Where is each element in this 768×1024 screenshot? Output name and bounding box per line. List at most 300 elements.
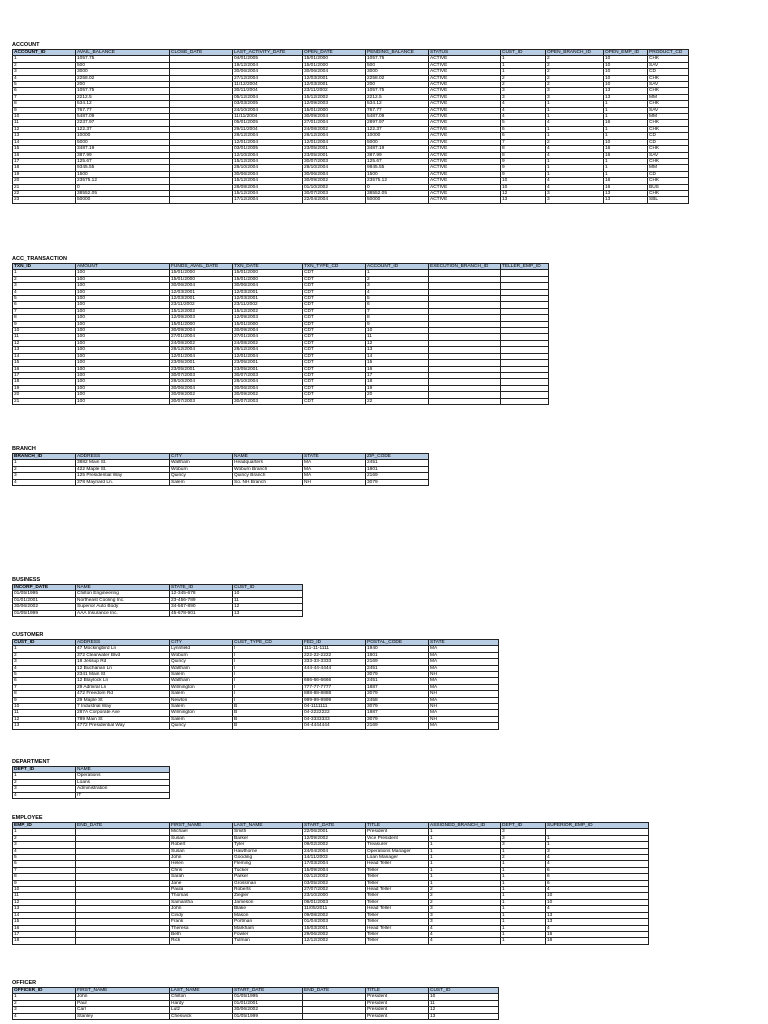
table-cell: 1	[501, 874, 546, 880]
column-header: CITY	[170, 454, 233, 460]
table-cell: 2	[429, 893, 501, 899]
table-cell: MA	[303, 460, 366, 466]
column-header: END_DATE	[76, 823, 170, 829]
table-cell: 47 Mockingbird Ln	[76, 646, 170, 652]
table-cell: 9	[501, 171, 546, 177]
column-header: STATUS	[429, 50, 501, 56]
table-cell: 30/07/2003	[233, 372, 303, 378]
table-cell: 15/01/2000	[233, 270, 303, 276]
table-cell: 100	[76, 372, 170, 378]
customer-table	[12, 639, 499, 730]
table-cell: 30/07/2003	[303, 158, 366, 164]
table-cell: CDT	[303, 296, 366, 302]
table-cell: 4	[546, 120, 604, 126]
table-cell: CHK	[648, 101, 689, 107]
table-cell: 45-678-901	[170, 610, 233, 616]
table-cell: 9	[13, 697, 76, 703]
table-cell: AAA Insurance Inc.	[76, 610, 170, 616]
table-cell: 30/07/2003	[170, 372, 233, 378]
table-cell: 11/11/2004	[233, 114, 303, 120]
table-cell: 01/04/2003	[303, 919, 366, 925]
table-cell: Hardy	[170, 1000, 233, 1006]
table-cell: 2451	[366, 665, 429, 671]
table-cell: 04-2222222	[303, 710, 366, 716]
table-cell: 3079	[366, 716, 429, 722]
table-cell: 12	[13, 716, 76, 722]
table-cell: 767.77	[76, 107, 170, 113]
table-cell: Teller	[366, 874, 429, 880]
table-cell: ACTIVE	[429, 94, 501, 100]
table-cell: 9	[366, 321, 429, 327]
table-cell: Newton	[170, 697, 233, 703]
table-cell: 6	[13, 88, 76, 94]
acc-transaction-section	[12, 256, 548, 405]
table-cell: 12/03/2001	[170, 296, 233, 302]
column-header: CUST_ID	[13, 640, 76, 646]
table-cell: 5	[13, 672, 76, 678]
table-cell: Loans	[76, 779, 170, 785]
table-row	[13, 610, 303, 616]
table-cell: 3	[429, 912, 501, 918]
table-cell: 18	[13, 165, 76, 171]
table-cell: 23/05/2001	[233, 360, 303, 366]
business-table	[12, 584, 303, 617]
table-cell: 14	[13, 139, 76, 145]
table-cell: Lynnfield	[170, 646, 233, 652]
table-row	[13, 792, 170, 798]
table-cell: 05/12/2004	[233, 94, 303, 100]
table-cell: 12/09/2003	[233, 315, 303, 321]
table-cell: Quincy	[170, 723, 233, 729]
table-cell: 16	[604, 178, 648, 184]
table-cell: 28/12/2004	[303, 133, 366, 139]
table-cell: 04-1111111	[303, 704, 366, 710]
table-cell: I	[233, 697, 303, 703]
table-cell: 5	[13, 296, 76, 302]
table-cell: 4	[13, 289, 76, 295]
table-cell: 1	[501, 893, 546, 899]
column-header: STATE_ID	[170, 585, 233, 591]
table-cell: Paul	[76, 1000, 170, 1006]
table-cell: Woburn	[170, 466, 233, 472]
table-cell: 472 Freedom Rd	[76, 691, 170, 697]
table-cell: BUS	[648, 184, 689, 190]
column-header: DEPT_ID	[13, 767, 76, 773]
table-cell: 3487.19	[76, 146, 170, 152]
table-cell: 04-4444444	[303, 723, 366, 729]
table-cell: John	[170, 855, 233, 861]
table-cell: 8	[13, 315, 76, 321]
table-cell: ACTIVE	[429, 120, 501, 126]
table-cell: MA	[429, 697, 499, 703]
column-header: OPEN_EMP_ID	[604, 50, 648, 56]
business-title: BUSINESS	[12, 577, 41, 583]
table-cell: 30/06/2004	[303, 171, 366, 177]
table-cell: 22	[366, 398, 429, 404]
table-cell: 12/10/2004	[233, 152, 303, 158]
table-cell: CDT	[303, 366, 366, 372]
column-header: TXN_TYPE_CD	[303, 264, 366, 270]
table-cell: 2	[546, 82, 604, 88]
table-cell: 122.37	[366, 126, 429, 132]
table-cell: 11	[366, 334, 429, 340]
table-cell: 8	[366, 315, 429, 321]
table-cell: ACTIVE	[429, 158, 501, 164]
table-cell: 4	[546, 178, 604, 184]
table-cell: Gooding	[233, 855, 303, 861]
table-cell: 15/12/2004	[233, 158, 303, 164]
table-cell: 1	[501, 906, 546, 912]
table-cell: CDT	[303, 340, 366, 346]
table-cell: Susan	[170, 848, 233, 854]
table-cell: 11	[13, 334, 76, 340]
table-cell: 28/10/2004	[233, 165, 303, 171]
table-cell: 38552.05	[76, 190, 170, 196]
table-cell: 9	[13, 107, 76, 113]
table-cell: 4	[366, 289, 429, 295]
table-cell: 3	[13, 842, 76, 848]
table-row	[13, 197, 689, 203]
table-cell: I	[233, 678, 303, 684]
table-cell: 378 Maynard Ln.	[76, 479, 170, 485]
table-cell	[429, 398, 501, 404]
table-cell: MM	[648, 165, 689, 171]
table-cell: 1	[546, 842, 649, 848]
table-cell: 5	[501, 120, 546, 126]
table-cell: 3	[13, 69, 76, 75]
table-cell: ACTIVE	[429, 88, 501, 94]
table-cell: 01/05/1999	[13, 610, 76, 616]
table-cell: SAV	[648, 82, 689, 88]
table-cell: 13	[429, 1013, 499, 1019]
table-cell: 28/10/2004	[233, 379, 303, 385]
table-cell: 10	[604, 62, 648, 68]
table-cell: 7	[366, 308, 429, 314]
table-cell: 17/12/2004	[233, 197, 303, 203]
table-cell: 10	[604, 139, 648, 145]
table-cell: 1	[501, 912, 546, 918]
table-cell: SAV	[648, 107, 689, 113]
table-cell: 13	[604, 190, 648, 196]
table-cell: 23/11/2002	[170, 302, 233, 308]
table-cell: 100	[76, 347, 170, 353]
table-cell: 1	[546, 101, 604, 107]
table-row	[13, 938, 649, 944]
table-cell: 15/12/2004	[233, 178, 303, 184]
table-cell: Portman	[233, 919, 303, 925]
table-cell: 10000	[76, 133, 170, 139]
employee-section	[12, 815, 648, 945]
table-cell: 30/06/2004	[233, 171, 303, 177]
table-cell: NH	[429, 691, 499, 697]
table-cell: 1057.75	[76, 88, 170, 94]
table-cell: 12/09/2002	[303, 835, 366, 841]
table-cell: Teller	[366, 938, 429, 944]
table-cell: 23575.12	[76, 178, 170, 184]
table-cell: 15/09/2004	[303, 867, 366, 873]
table-cell: 2237.97	[76, 120, 170, 126]
table-cell: 1	[501, 938, 546, 944]
table-cell: 6	[13, 302, 76, 308]
table-cell: 23/05/2001	[170, 366, 233, 372]
table-cell: CDT	[303, 276, 366, 282]
table-cell: MA	[303, 466, 366, 472]
table-cell: 14/11/2003	[303, 855, 366, 861]
table-cell: Susan	[170, 835, 233, 841]
table-cell: Salem	[170, 672, 233, 678]
table-cell: 13	[546, 919, 649, 925]
table-cell: CDT	[303, 385, 366, 391]
table-cell: 15/01/2000	[170, 321, 233, 327]
table-cell: ACTIVE	[429, 56, 501, 62]
table-cell: 16	[13, 925, 76, 931]
table-cell: 4	[429, 938, 501, 944]
table-cell: Carl	[76, 1007, 170, 1013]
table-cell: 1	[429, 842, 501, 848]
table-cell: NH	[429, 672, 499, 678]
table-cell: 12	[501, 190, 546, 196]
table-cell: 30/06/2002	[13, 604, 76, 610]
table-cell: 23575.12	[366, 178, 429, 184]
table-cell: 767.77	[366, 107, 429, 113]
table-cell: Quincy Branch	[233, 473, 303, 479]
table-cell: 30/09/2002	[233, 392, 303, 398]
table-cell: 23/10/2000	[303, 893, 366, 899]
table-cell: CHK	[648, 88, 689, 94]
department-title: DEPARTMENT	[12, 759, 50, 765]
table-cell: ACTIVE	[429, 69, 501, 75]
table-cell: 1057.75	[366, 56, 429, 62]
table-cell: 9	[501, 165, 546, 171]
table-cell: 4	[546, 906, 649, 912]
table-cell: Michael	[170, 829, 233, 835]
table-cell: 11	[13, 893, 76, 899]
table-cell: 30/09/2004	[170, 328, 233, 334]
table-cell: 01/05/1995	[233, 994, 303, 1000]
table-cell: 1	[429, 867, 501, 873]
table-cell: Beth	[170, 931, 233, 937]
table-cell: ACTIVE	[429, 178, 501, 184]
table-cell: Sarah	[170, 874, 233, 880]
table-cell: 6	[13, 861, 76, 867]
table-cell: CHK	[648, 178, 689, 184]
table-cell: CDT	[303, 328, 366, 334]
table-cell: 3	[429, 906, 501, 912]
table-cell: 28/08/2004	[233, 184, 303, 190]
table-cell: 1	[429, 880, 501, 886]
table-cell: 2897.97	[366, 120, 429, 126]
customer-section	[12, 632, 498, 730]
table-cell: Chilton Engineering	[76, 591, 170, 597]
table-cell: Quincy	[170, 473, 233, 479]
table-cell: 387.99	[366, 152, 429, 158]
table-cell: 10	[604, 69, 648, 75]
table-cell: I	[233, 646, 303, 652]
table-cell: 23/11/2002	[303, 88, 366, 94]
table-cell: 2	[429, 887, 501, 893]
table-row	[13, 723, 499, 729]
table-cell: CHK	[648, 158, 689, 164]
officer-title: OFFICER	[12, 980, 37, 986]
column-header: OPEN_DATE	[303, 50, 366, 56]
table-cell: 4	[501, 101, 546, 107]
table-cell: 11	[233, 597, 303, 603]
table-cell: Teller	[366, 893, 429, 899]
table-cell: 27/01/2004	[233, 334, 303, 340]
table-cell: 19	[13, 171, 76, 177]
table-cell: 1	[546, 133, 604, 139]
table-cell: 3	[429, 919, 501, 925]
table-cell: 2	[13, 652, 76, 658]
table-cell: ACTIVE	[429, 165, 501, 171]
table-cell: 17	[366, 372, 429, 378]
table-cell: 9345.55	[76, 165, 170, 171]
column-header: STATE	[429, 640, 499, 646]
table-cell: 16	[604, 184, 648, 190]
column-header: LAST_NAME	[170, 988, 233, 994]
column-header: TXN_DATE	[233, 264, 303, 270]
table-cell: 12/01/2004	[233, 139, 303, 145]
table-cell: 1	[501, 867, 546, 873]
table-cell: 2258.02	[366, 75, 429, 81]
table-cell: 4	[429, 925, 501, 931]
table-cell: 0	[76, 184, 170, 190]
table-cell: 1	[429, 861, 501, 867]
table-cell: Mason	[233, 912, 303, 918]
table-cell: 16	[13, 152, 76, 158]
table-cell: Barker	[233, 835, 303, 841]
column-header: OPEN_BRANCH_ID	[546, 50, 604, 56]
table-cell: 15/12/2002	[303, 94, 366, 100]
table-cell: CHK	[648, 190, 689, 196]
table-cell: 10	[13, 887, 76, 893]
table-cell: 1	[546, 171, 604, 177]
table-cell: Headquarters	[233, 460, 303, 466]
table-cell: 19	[13, 385, 76, 391]
table-cell: 24/08/2002	[170, 340, 233, 346]
table-cell: 2169	[366, 723, 429, 729]
table-cell: 100	[76, 321, 170, 327]
table-cell: 13	[604, 88, 648, 94]
table-cell: CDT	[303, 321, 366, 327]
table-cell: 1	[501, 848, 546, 854]
table-cell: 789 Main St	[76, 716, 170, 722]
table-cell: CD	[648, 139, 689, 145]
table-cell: B	[233, 710, 303, 716]
table-cell: 10	[604, 56, 648, 62]
table-cell: 12/01/2004	[303, 139, 366, 145]
table-cell	[303, 1013, 366, 1019]
table-cell: 1	[501, 880, 546, 886]
table-cell: Jane	[170, 880, 233, 886]
table-cell: 1801	[366, 652, 429, 658]
table-cell: Ziegler	[233, 893, 303, 899]
table-cell: 19/12/2004	[233, 62, 303, 68]
table-cell: NH	[303, 479, 366, 485]
table-cell: 15/03/2001	[303, 925, 366, 931]
table-cell: 15/01/2000	[170, 270, 233, 276]
table-cell: CDT	[303, 334, 366, 340]
table-cell: 100	[76, 328, 170, 334]
table-cell: 3	[546, 88, 604, 94]
table-cell: 12	[366, 340, 429, 346]
table-cell: 8	[501, 146, 546, 152]
column-header: TITLE	[366, 823, 429, 829]
table-cell: Salem	[170, 716, 233, 722]
table-cell: 13	[13, 133, 76, 139]
table-cell: 22	[13, 190, 76, 196]
table-cell: 01/05/1999	[233, 1013, 303, 1019]
column-header: EXECUTION_BRANCH_ID	[429, 264, 501, 270]
table-cell: 10	[604, 82, 648, 88]
table-cell: 8	[13, 874, 76, 880]
table-cell: 100	[76, 353, 170, 359]
table-cell: 23/05/2001	[303, 146, 366, 152]
table-cell: 8	[13, 101, 76, 107]
table-cell: 5	[13, 82, 76, 88]
table-cell: 12/03/2001	[233, 289, 303, 295]
table-cell: Head Teller	[366, 861, 429, 867]
table-cell: 16	[546, 938, 649, 944]
table-cell: 100	[76, 366, 170, 372]
table-cell: 15/01/2000	[303, 56, 366, 62]
table-cell: 4772 Presidential Way	[76, 723, 170, 729]
table-cell: Cheswick	[170, 1013, 233, 1019]
table-cell: Teller	[366, 867, 429, 873]
column-header: NAME	[233, 454, 303, 460]
table-cell: 16	[604, 120, 648, 126]
table-cell: 100	[76, 334, 170, 340]
table-cell: Waltham	[170, 460, 233, 466]
table-cell: 666-66-6666	[303, 678, 366, 684]
table-cell: 15/01/2000	[233, 276, 303, 282]
table-cell: CD	[648, 171, 689, 177]
table-cell: Quincy	[170, 659, 233, 665]
table-cell: 4	[546, 184, 604, 190]
table-cell: 4	[546, 146, 604, 152]
table-cell: 287A Corporate Ave	[76, 710, 170, 716]
table-cell: 1	[604, 101, 648, 107]
table-cell: Salem	[170, 704, 233, 710]
table-cell: 8	[501, 152, 546, 158]
table-cell: 2	[13, 276, 76, 282]
table-cell: ACTIVE	[429, 152, 501, 158]
table-cell: 12/03/2001	[170, 289, 233, 295]
table-cell: 20	[366, 392, 429, 398]
table-cell: President	[366, 1013, 429, 1019]
table-cell: 23/11/2002	[233, 302, 303, 308]
table-cell: 5487.09	[366, 114, 429, 120]
table-cell: 122.37	[76, 126, 170, 132]
table-cell: 29 Admiral Ln	[76, 684, 170, 690]
table-cell: 4	[546, 855, 649, 861]
table-cell: So. NH Branch	[233, 479, 303, 485]
column-header: ACCOUNT_ID	[13, 50, 76, 56]
table-cell: 2169	[366, 473, 429, 479]
column-header: FIRST_NAME	[76, 988, 170, 994]
table-cell: CHK	[648, 75, 689, 81]
table-cell: 100	[76, 270, 170, 276]
table-cell: CDT	[303, 308, 366, 314]
table-cell: 15	[13, 146, 76, 152]
table-cell: 200	[76, 82, 170, 88]
table-cell: 1	[13, 646, 76, 652]
table-cell: 1	[501, 887, 546, 893]
table-cell: Samantha	[170, 899, 233, 905]
table-cell: 1801	[366, 466, 429, 472]
column-header: NAME	[76, 767, 170, 773]
table-cell: 222-22-2222	[303, 652, 366, 658]
